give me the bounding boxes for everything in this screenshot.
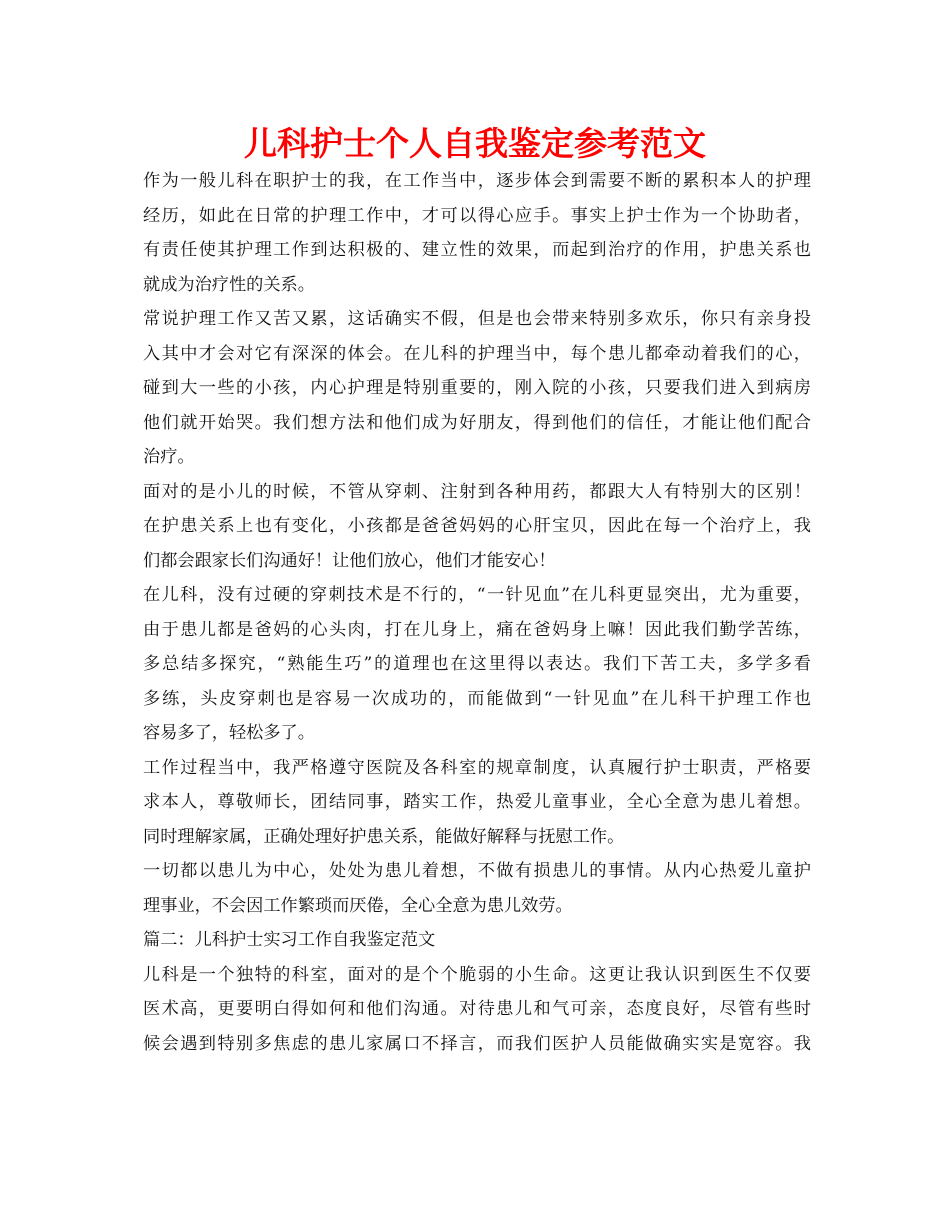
paragraph bbox=[143, 923, 811, 958]
text-line: 就成为治疗性的关系。 bbox=[143, 274, 315, 295]
paragraph bbox=[143, 475, 811, 579]
text-line: 同时理解家属，正确处理好护患关系，能做好解释与抚慰工作。 bbox=[143, 826, 625, 847]
paragraph bbox=[143, 854, 811, 923]
text-line: 容易多了，轻松多了。 bbox=[143, 723, 315, 743]
text-line: 入其中才会对它有深深的体会。在儿科的护理当中，每个患儿都牵动着我们的心， bbox=[143, 343, 811, 364]
text-line: 常说护理工作又苦又累，这话确实不假，但是也会带来特别多欢乐，你只有亲身投 bbox=[143, 309, 811, 329]
text-line: 经历，如此在日常的护理工作中，才可以得心应手。事实上护士作为一个协助者， bbox=[143, 205, 811, 226]
document-title: 儿科护士个人自我鉴定参考范文 bbox=[244, 124, 706, 163]
text-line: 治疗。 bbox=[143, 447, 195, 467]
text-line: 医术高，更要明白得如何和他们沟通。对待患儿和气可亲，态度良好，尽管有些时 bbox=[143, 999, 811, 1019]
document-body bbox=[143, 164, 811, 1061]
paragraph bbox=[143, 578, 811, 751]
text-line: 在护患关系上也有变化，小孩都是爸爸妈妈的心肝宝贝，因此在每一个治疗上，我 bbox=[143, 516, 811, 536]
text-line: 一切都以患儿为中心，处处为患儿着想，不做有损患儿的事情。从内心热爱儿童护 bbox=[143, 861, 811, 881]
text-line: 他们就开始哭。我们想方法和他们成为好朋友，得到他们的信任，才能让他们配合 bbox=[143, 412, 811, 433]
text-line: 工作过程当中，我严格遵守医院及各科室的规章制度，认真履行护士职责，严格要 bbox=[143, 757, 811, 778]
text-line: 面对的是小儿的时候，不管从穿刺、注射到各种用药，都跟大人有特别大的区别！ bbox=[143, 481, 811, 502]
text-line: 们都会跟家长们沟通好！让他们放心，他们才能安心！ bbox=[143, 550, 556, 571]
paragraph bbox=[143, 751, 811, 855]
text-line: 多总结多探究，“熟能生巧”的道理也在这里得以表达。我们下苦工夫，多学多看 bbox=[143, 654, 811, 674]
text-line: 儿科是一个独特的科室，面对的是个个脆弱的小生命。这更让我认识到医生不仅要 bbox=[143, 964, 811, 985]
text-line: 求本人，尊敬师长，团结同事，踏实工作，热爱儿童事业，全心全意为患儿着想。 bbox=[143, 792, 811, 812]
text-line: 理事业，不会因工作繁琐而厌倦，全心全意为患儿效劳。 bbox=[143, 895, 573, 916]
text-line: 作为一般儿科在职护士的我，在工作当中，逐步体会到需要不断的累积本人的护理 bbox=[143, 171, 811, 191]
paragraph bbox=[143, 164, 811, 302]
text-line: 有责任使其护理工作到达积极的、建立性的效果，而起到治疗的作用，护患关系也 bbox=[143, 240, 811, 260]
text-line: 碰到大一些的小孩，内心护理是特别重要的，刚入院的小孩，只要我们进入到病房 bbox=[143, 378, 811, 398]
text-line: 由于患儿都是爸妈的心头肉，打在儿身上，痛在爸妈身上嘛！因此我们勤学苦练， bbox=[143, 619, 811, 640]
paragraph bbox=[143, 958, 811, 1062]
text-line: 在儿科，没有过硬的穿刺技术是不行的，“一针见血”在儿科更显突出，尤为重要， bbox=[143, 585, 811, 605]
paragraph bbox=[143, 302, 811, 475]
text-line: 候会遇到特别多焦虑的患儿家属口不择言，而我们医护人员能做确实实是宽容。我 bbox=[143, 1033, 811, 1054]
text-line: 多练，头皮穿刺也是容易一次成功的，而能做到“一针见血”在儿科干护理工作也 bbox=[143, 688, 811, 709]
text-line: 篇二：儿科护士实习工作自我鉴定范文 bbox=[143, 930, 436, 950]
